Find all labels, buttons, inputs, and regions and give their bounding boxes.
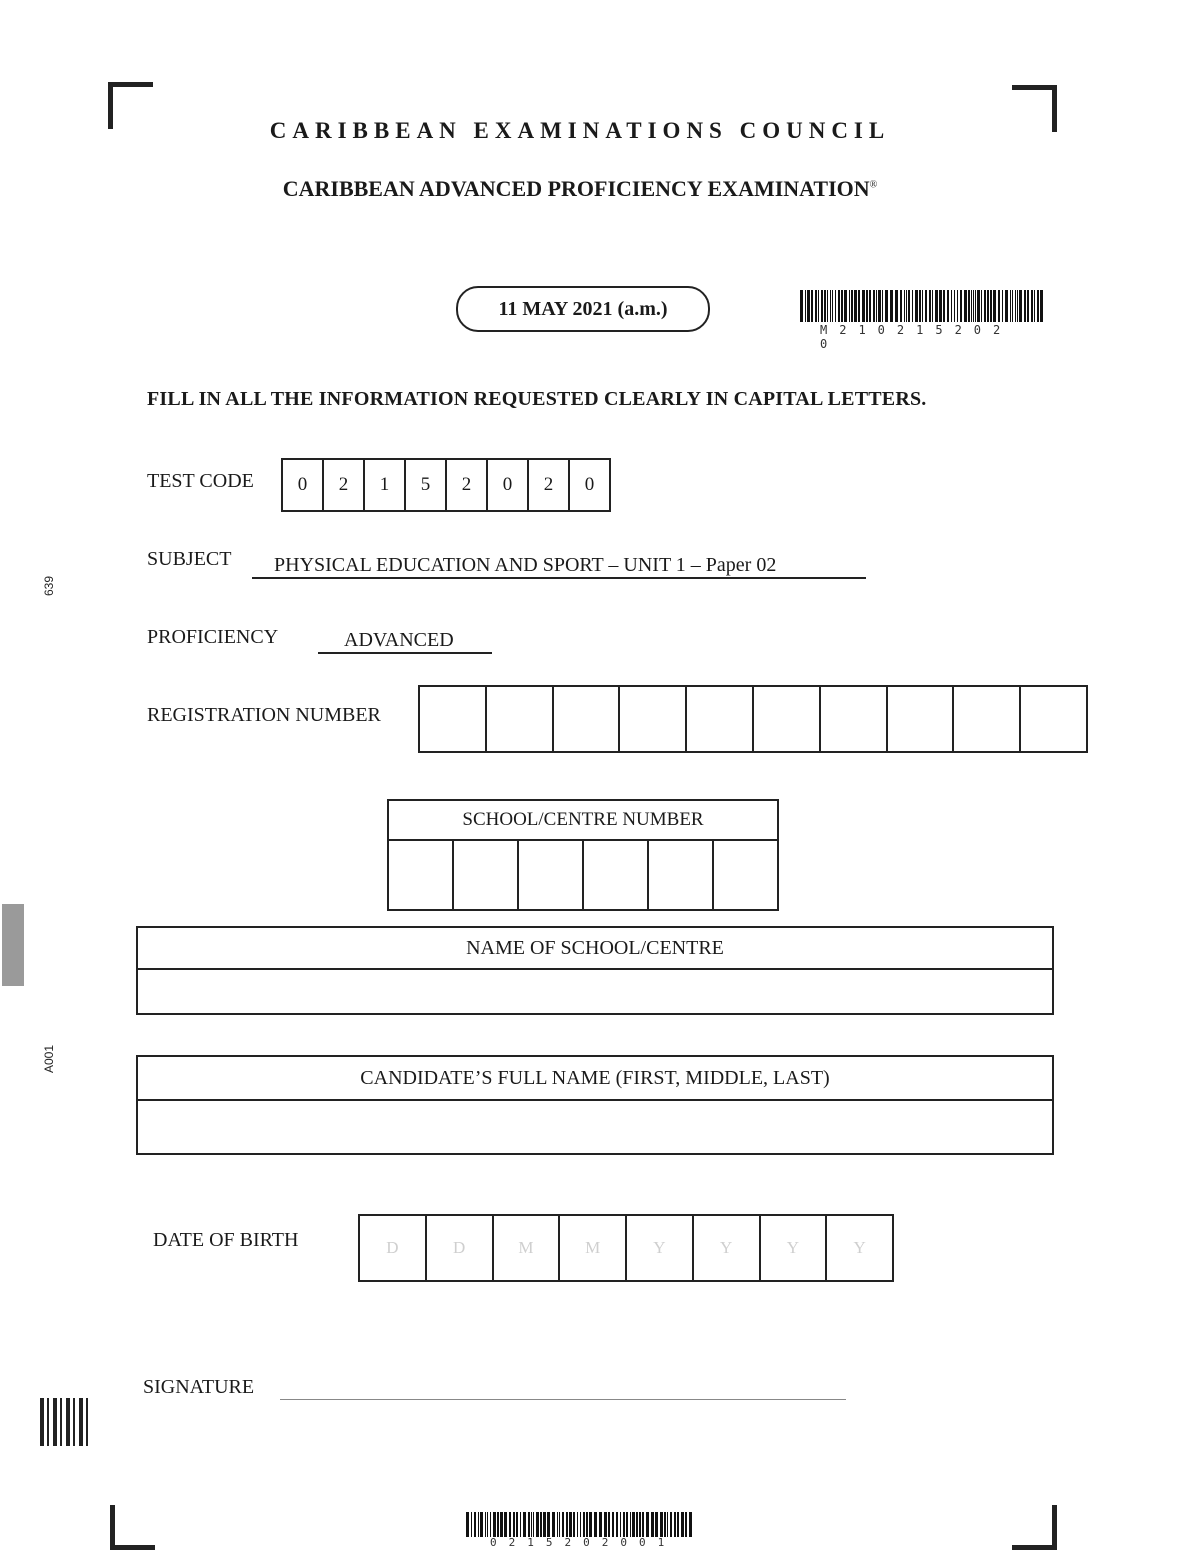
- dob-digit-box[interactable]: M: [494, 1216, 561, 1280]
- barcode-bar: [919, 290, 921, 322]
- barcode-bar: [573, 1512, 575, 1537]
- barcode-bar: [990, 290, 992, 322]
- barcode-bar: [586, 1512, 588, 1537]
- barcode-bar: [608, 1512, 610, 1537]
- barcode-bar: [528, 1512, 530, 1537]
- barcode-bar: [844, 290, 847, 322]
- barcode-bar: [939, 290, 942, 322]
- barcode-bar: [807, 290, 810, 322]
- barcode-bar: [838, 290, 840, 322]
- barcode-bar: [626, 1512, 628, 1537]
- barcode-bar: [895, 290, 898, 322]
- barcode-bar: [904, 290, 905, 322]
- registration-digit-box[interactable]: [420, 687, 487, 751]
- barcode-bar: [800, 290, 803, 322]
- barcode-bar: [655, 1512, 658, 1537]
- side-tab: [2, 904, 24, 986]
- barcode-bar: [851, 290, 853, 322]
- barcode-bar: [569, 1512, 572, 1537]
- barcode-bar: [523, 1512, 526, 1537]
- crop-mark-bottom-left: [110, 1505, 155, 1550]
- test-code-digit: 2: [528, 458, 569, 512]
- test-code-boxes: [281, 458, 611, 512]
- barcode-bar: [559, 1512, 560, 1537]
- barcode-bar: [599, 1512, 602, 1537]
- dob-digit-box[interactable]: D: [360, 1216, 427, 1280]
- barcode-bar: [474, 1512, 476, 1537]
- dob-digit-box[interactable]: M: [560, 1216, 627, 1280]
- school-centre-number-boxes[interactable]: [389, 841, 777, 909]
- exam-title-text: CARIBBEAN ADVANCED PROFICIENCY EXAMINATION: [282, 176, 870, 201]
- barcode-bar: [947, 290, 949, 322]
- school-centre-number-label: SCHOOL/CENTRE NUMBER: [389, 801, 777, 841]
- barcode-bar: [854, 290, 857, 322]
- dob-digit-box[interactable]: D: [427, 1216, 494, 1280]
- barcode-bar: [973, 290, 974, 322]
- barcode-bar: [580, 1512, 581, 1537]
- barcode-bar: [577, 1512, 578, 1537]
- top-barcode: [800, 290, 1046, 351]
- crop-mark-bottom-right: [1012, 1505, 1057, 1550]
- barcode-bar: [604, 1512, 607, 1537]
- registration-digit-box[interactable]: [888, 687, 955, 751]
- barcode-bar: [589, 1512, 592, 1537]
- barcode-bar: [951, 290, 952, 322]
- barcode-bar: [968, 290, 970, 322]
- barcode-bar: [677, 1512, 679, 1537]
- barcode-bar: [832, 290, 833, 322]
- barcode-bar: [500, 1512, 503, 1537]
- form-code: A001: [42, 1044, 56, 1073]
- registration-number-boxes[interactable]: [418, 685, 1088, 753]
- barcode-bar: [915, 290, 918, 322]
- barcode-bar: [882, 290, 883, 322]
- barcode-bar: [960, 290, 962, 322]
- barcode-bar: [646, 1512, 649, 1537]
- barcode-bar: [830, 290, 831, 322]
- barcode-bar: [993, 290, 996, 322]
- barcode-bar: [869, 290, 871, 322]
- registration-digit-box[interactable]: [620, 687, 687, 751]
- barcode-bar: [504, 1512, 507, 1537]
- barcode-bar: [922, 290, 923, 322]
- signature-line[interactable]: [280, 1398, 846, 1400]
- barcode-bar: [485, 1512, 486, 1537]
- barcode-bar: [466, 1512, 469, 1537]
- barcode-bar: [689, 1512, 692, 1537]
- barcode-bar: [935, 290, 938, 322]
- test-code-label: TEST CODE: [147, 470, 254, 492]
- barcode-bar: [639, 1512, 641, 1537]
- dob-boxes[interactable]: [358, 1214, 894, 1282]
- barcode-bar: [890, 290, 893, 322]
- barcode-bar: [533, 1512, 534, 1537]
- barcode-bar: [531, 1512, 532, 1537]
- dob-digit-box[interactable]: Y: [694, 1216, 761, 1280]
- school-name-box: [136, 926, 1054, 1015]
- barcode-bar: [1024, 290, 1026, 322]
- barcode-bar: [1037, 290, 1039, 322]
- barcode-bar: [664, 1512, 666, 1537]
- barcode-bar: [849, 290, 850, 322]
- barcode-bar: [811, 290, 813, 322]
- registration-digit-box[interactable]: [754, 687, 821, 751]
- registered-mark: ®: [869, 179, 878, 191]
- barcode-bar: [557, 1512, 558, 1537]
- barcode-bar: [977, 290, 980, 322]
- barcode-bar: [1005, 290, 1008, 322]
- barcode-bar: [670, 1512, 672, 1537]
- barcode-bar: [674, 1512, 676, 1537]
- top-barcode-bars: [800, 290, 1046, 322]
- barcode-bar: [885, 290, 888, 322]
- dob-digit-box[interactable]: Y: [627, 1216, 694, 1280]
- barcode-bar: [632, 1512, 635, 1537]
- barcode-bar: [543, 1512, 546, 1537]
- barcode-bar: [1034, 290, 1035, 322]
- school-digit-box[interactable]: [584, 841, 649, 909]
- barcode-bar: [616, 1512, 618, 1537]
- barcode-bar: [1012, 290, 1013, 322]
- barcode-bar: [636, 1512, 638, 1537]
- barcode-bar: [878, 290, 881, 322]
- registration-digit-box[interactable]: [554, 687, 621, 751]
- school-digit-box[interactable]: [454, 841, 519, 909]
- candidate-name-label: CANDIDATE’S FULL NAME (FIRST, MIDDLE, LAST): [138, 1057, 1052, 1101]
- barcode-bar: [957, 290, 958, 322]
- exam-title: [0, 176, 1160, 202]
- barcode-bar: [1040, 290, 1043, 322]
- barcode-bar: [540, 1512, 542, 1537]
- barcode-bar: [908, 290, 910, 322]
- barcode-bar: [873, 290, 875, 322]
- barcode-bar: [1002, 290, 1003, 322]
- datamatrix-code: [40, 1398, 90, 1446]
- barcode-bar: [651, 1512, 654, 1537]
- barcode-bar: [971, 290, 972, 322]
- barcode-bar: [932, 290, 933, 322]
- barcode-bar: [681, 1512, 684, 1537]
- registration-label: REGISTRATION NUMBER: [147, 704, 381, 726]
- barcode-bar: [547, 1512, 550, 1537]
- barcode-bar: [493, 1512, 496, 1537]
- registration-digit-box[interactable]: [687, 687, 754, 751]
- barcode-bar: [471, 1512, 472, 1537]
- registration-digit-box[interactable]: [487, 687, 554, 751]
- barcode-bar: [536, 1512, 539, 1537]
- test-code-digit: 0: [281, 458, 323, 512]
- registration-digit-box[interactable]: [954, 687, 1021, 751]
- proficiency-value: ADVANCED: [318, 629, 492, 654]
- barcode-bar: [520, 1512, 521, 1537]
- barcode-bar: [876, 290, 877, 322]
- school-name-label: NAME OF SCHOOL/CENTRE: [138, 928, 1052, 970]
- barcode-bar: [998, 290, 1000, 322]
- barcode-bar: [984, 290, 986, 322]
- barcode-bar: [827, 290, 828, 322]
- test-code-digit: 0: [569, 458, 611, 512]
- barcode-bar: [929, 290, 931, 322]
- barcode-bar: [513, 1512, 515, 1537]
- school-centre-number: [387, 799, 779, 911]
- barcode-bar: [620, 1512, 621, 1537]
- barcode-bar: [906, 290, 907, 322]
- barcode-bar: [623, 1512, 625, 1537]
- barcode-bar: [912, 290, 913, 322]
- barcode-bar: [987, 290, 989, 322]
- barcode-bar: [954, 290, 955, 322]
- school-digit-box[interactable]: [519, 841, 584, 909]
- barcode-bar: [1017, 290, 1018, 322]
- barcode-bar: [1027, 290, 1029, 322]
- test-code-digit: 2: [446, 458, 487, 512]
- barcode-bar: [480, 1512, 483, 1537]
- barcode-bar: [858, 290, 860, 322]
- barcode-bar: [566, 1512, 568, 1537]
- subject-label: SUBJECT: [147, 548, 232, 570]
- barcode-bar: [612, 1512, 614, 1537]
- school-digit-box[interactable]: [389, 841, 454, 909]
- signature-label: SIGNATURE: [143, 1376, 255, 1398]
- barcode-bar: [818, 290, 819, 322]
- barcode-bar: [964, 290, 967, 322]
- test-code-digit: 5: [405, 458, 446, 512]
- barcode-bar: [497, 1512, 499, 1537]
- page-code: 639: [42, 575, 56, 596]
- barcode-bar: [981, 290, 982, 322]
- school-name-field[interactable]: [138, 970, 1052, 1013]
- barcode-bar: [630, 1512, 631, 1537]
- barcode-bar: [975, 290, 976, 322]
- barcode-bar: [660, 1512, 663, 1537]
- school-digit-box[interactable]: [714, 841, 777, 909]
- test-code-digit: 2: [323, 458, 364, 512]
- dob-digit-box[interactable]: Y: [853, 1238, 866, 1257]
- barcode-bar: [821, 290, 823, 322]
- school-digit-box[interactable]: [649, 841, 714, 909]
- barcode-bar: [805, 290, 806, 322]
- exam-date: 11 MAY 2021 (a.m.): [456, 286, 710, 332]
- proficiency-label: PROFICIENCY: [147, 626, 279, 648]
- barcode-bar: [478, 1512, 479, 1537]
- barcode-bar: [835, 290, 836, 322]
- barcode-bar: [943, 290, 945, 322]
- barcode-bar: [925, 290, 927, 322]
- instruction-text: FILL IN ALL THE INFORMATION REQUESTED CLEARLY IN CAPITAL LETTERS.: [147, 388, 927, 410]
- bottom-barcode: [466, 1512, 694, 1549]
- council-title: CARIBBEAN EXAMINATIONS COUNCIL: [269, 118, 891, 143]
- bottom-barcode-bars: [466, 1512, 694, 1537]
- barcode-bar: [509, 1512, 511, 1537]
- barcode-bar: [1010, 290, 1011, 322]
- barcode-bar: [900, 290, 902, 322]
- barcode-bar: [667, 1512, 668, 1537]
- barcode-bar: [685, 1512, 687, 1537]
- barcode-bar: [1031, 290, 1033, 322]
- top-barcode-digits: M210215202 0: [820, 323, 1013, 351]
- registration-digit-box[interactable]: [1021, 687, 1086, 751]
- barcode-bar: [552, 1512, 555, 1537]
- dob-digit-box[interactable]: Y: [761, 1216, 828, 1280]
- candidate-name-box: [136, 1055, 1054, 1155]
- barcode-bar: [815, 290, 817, 322]
- barcode-bar: [642, 1512, 644, 1537]
- barcode-bar: [487, 1512, 488, 1537]
- barcode-bar: [841, 290, 843, 322]
- candidate-name-field[interactable]: [138, 1101, 1052, 1153]
- test-code-digit: 0: [487, 458, 528, 512]
- barcode-bar: [862, 290, 865, 322]
- barcode-bar: [562, 1512, 564, 1537]
- barcode-bar: [824, 290, 826, 322]
- bottom-barcode-digits: 0215202001: [490, 1536, 677, 1549]
- barcode-bar: [516, 1512, 518, 1537]
- barcode-bar: [866, 290, 868, 322]
- registration-digit-box[interactable]: [821, 687, 888, 751]
- barcode-bar: [490, 1512, 491, 1537]
- barcode-bar: [1015, 290, 1016, 322]
- dob-label: DATE OF BIRTH: [153, 1229, 299, 1251]
- test-code-digit: 1: [364, 458, 405, 512]
- barcode-bar: [1019, 290, 1022, 322]
- barcode-bar: [594, 1512, 597, 1537]
- barcode-bar: [583, 1512, 585, 1537]
- subject-value: PHYSICAL EDUCATION AND SPORT – UNIT 1 – Paper 02: [252, 554, 866, 579]
